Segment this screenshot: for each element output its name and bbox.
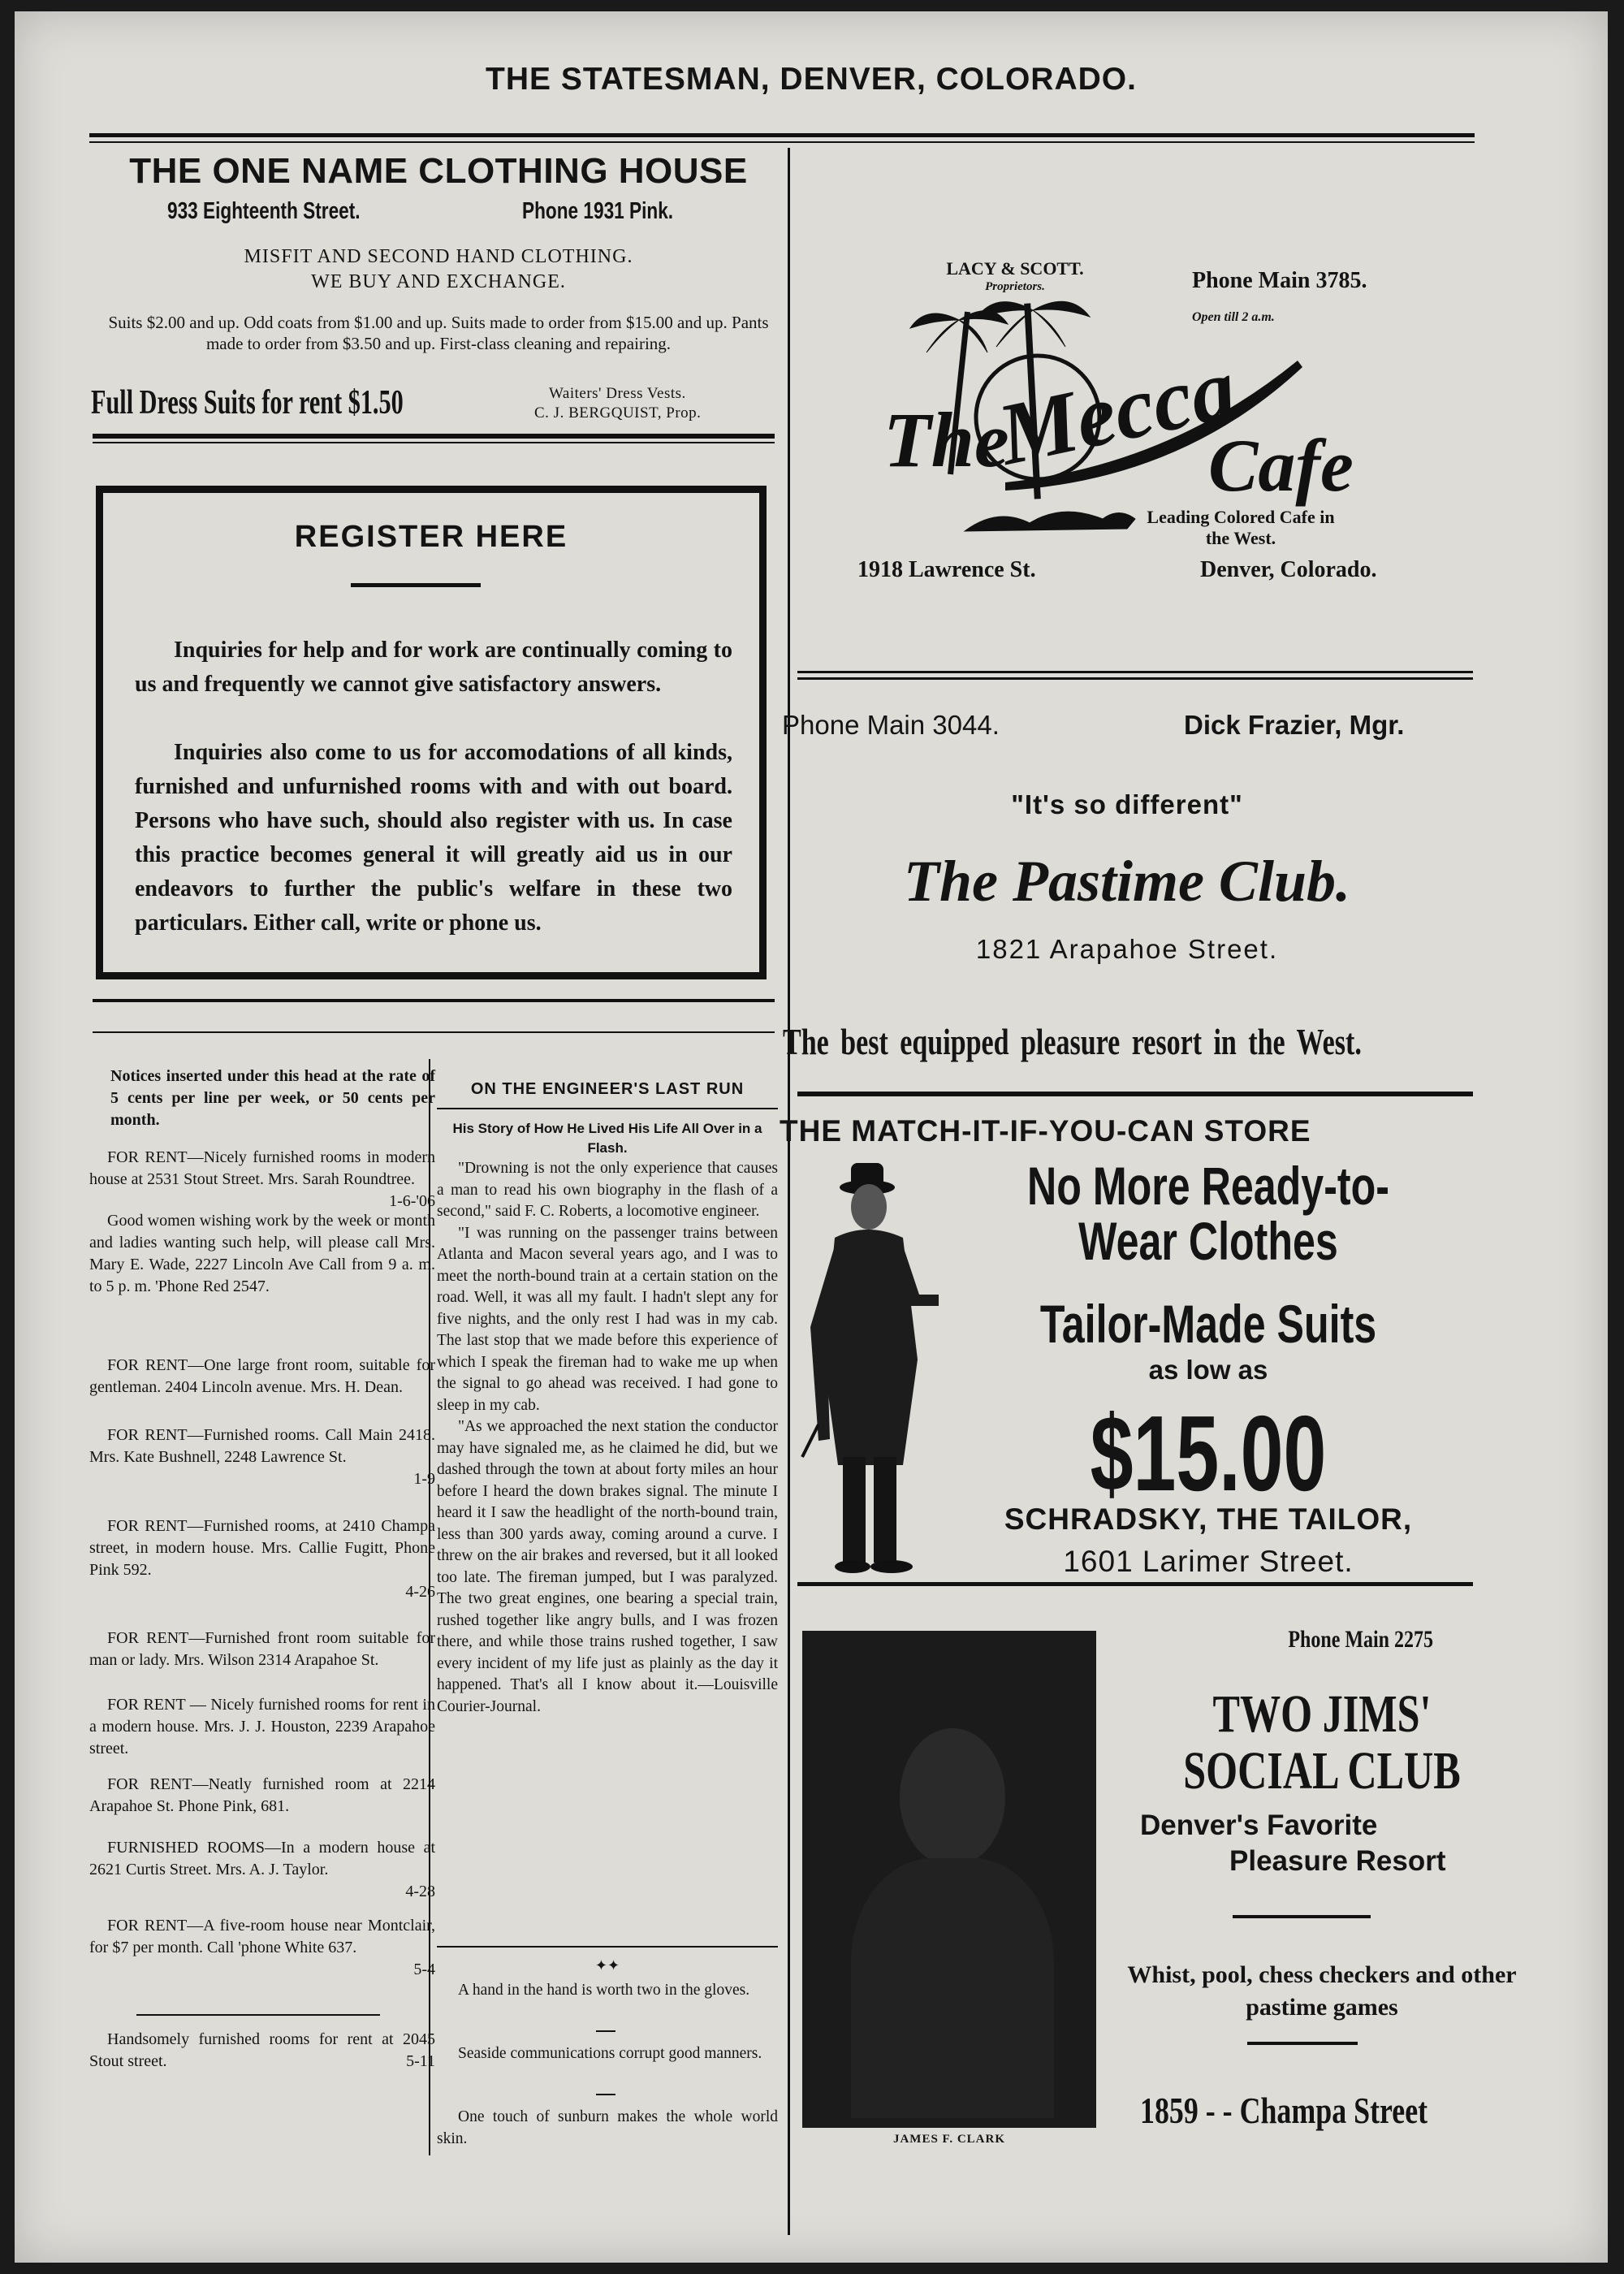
jims-games: Whist, pool, chess checkers and other pastime games (1127, 1961, 1517, 2021)
pastime-best-equipped: The best equipped pleasure resort in the West. (783, 1021, 1362, 1062)
notice-date: 5-11 (406, 2052, 435, 2070)
register-rule (93, 999, 775, 1002)
engineer-ornament: ✦✦ (594, 1957, 620, 1974)
pastime-phone: Phone Main 3044. (782, 710, 1000, 740)
filler-dash (596, 2030, 615, 2032)
notice-item (89, 1515, 435, 1603)
engineer-end-rule (437, 1946, 778, 1948)
jims-favorite-line-2: Pleasure Resort (1229, 1845, 1446, 1877)
filler-proverb: Seaside communications corrupt good manners. (458, 2045, 762, 2062)
mecca-hours: Open till 2 a.m. (1192, 310, 1275, 324)
notice-item (89, 1147, 435, 1213)
notice-item (89, 1210, 435, 1298)
notice-date: 4-28 (405, 1883, 435, 1900)
notice-text: Good women wishing work by the week or month and ladies wanting such help, will please call Mrs. Mary E. Wade, 2227 Lincoln Ave Call from 9 a. m. to 5 p. m. 'Phone Red 2547. (89, 1212, 435, 1295)
engineer-story-subtitle: His Story of How He Lived His Life All Over in a Flash. (452, 1121, 762, 1156)
mecca-city: Denver, Colorado. (1200, 557, 1377, 582)
pastime-manager: Dick Frazier, Mgr. (1184, 710, 1405, 740)
mecca-rule (797, 671, 1473, 673)
portrait-body (851, 1858, 1054, 2118)
filler-proverb: A hand in the hand is worth two in the gloves. (458, 1982, 750, 1999)
engineer-paragraph: "Drowning is not the only experience that causes a man to read his own biography in the flash of a second," said F. C. Roberts, a locomotive engineer. (437, 1160, 778, 1220)
notice-text: FOR RENT—A five-room house near Montclair, for $7 per month. Call 'phone White 637. (89, 1917, 435, 1956)
engineer-paragraph: "I was running on the passenger trains between Atlanta and Macon several years ago, and I was to meet the north-bound train at a certain station on the road. Well, it was all my fault. I hadn't slept any for five nights, and the only rest I had was in my cab. The last stop that we made before this experience of which I speak the fireman had to wake me up when the signal to go ahead was received. I had gone to sleep in my cab. (437, 1224, 778, 1414)
masthead-rule-thin (89, 141, 1475, 143)
proprietor-line: C. J. BERGQUIST, Prop. (534, 404, 702, 422)
notice-item (89, 1915, 435, 1981)
engineer-story-title: ON THE ENGINEER'S LAST RUN (470, 1080, 745, 1098)
register-title: REGISTER HERE (294, 520, 568, 554)
clothing-rule (93, 434, 775, 439)
pastime-club-name: The Pastime Club. (903, 849, 1351, 914)
notices-rule (93, 1031, 775, 1033)
register-ornament (351, 583, 481, 587)
newspaper-page (15, 11, 1608, 2263)
engineer-title-rule (437, 1108, 778, 1109)
pastime-street: 1821 Arapahoe Street. (975, 934, 1279, 964)
notice-text: FOR RENT—One large front room, suitable for gentleman. 2404 Lincoln avenue. Mrs. H. Dean. (89, 1356, 435, 1396)
filler-proverb: One touch of sunburn makes the whole world skin. (437, 2108, 778, 2147)
notice-item (89, 1774, 435, 1818)
notice-date: 4-26 (405, 1583, 435, 1601)
mecca-logo-mecca: Mecca (990, 339, 1244, 484)
jims-rule-1 (1233, 1915, 1371, 1918)
notice-text: FOR RENT—Furnished rooms. Call Main 2418. Mrs. Kate Bushnell, 2248 Lawrence St. (89, 1426, 435, 1466)
portrait-face (900, 1728, 1005, 1866)
notice-text: FOR RENT—Nicely furnished rooms in modern house at 2531 Stout Street. Mrs. Sarah Roundtree. (89, 1148, 435, 1188)
match-as-low-as: as low as (1148, 1355, 1268, 1385)
jims-phone: Phone Main 2275 (1288, 1626, 1434, 1653)
notice-item (89, 1355, 435, 1399)
notice-separator (136, 2014, 380, 2016)
notice-text: FOR RENT—Furnished rooms, at 2410 Champa street, in modern house. Mrs. Callie Fugitt, Phone Pink 592. (89, 1517, 435, 1579)
match-tailor-made: Tailor-Made Suits (1039, 1294, 1377, 1354)
register-paragraph-1: Inquiries for help and for work are continually coming to us and frequently we cannot give satisfactory answers. (135, 638, 732, 697)
notice-text: FOR RENT — Nicely furnished rooms for rent in a modern house. Mrs. J. J. Houston, 2239 Arapahoe street. (89, 1696, 435, 1757)
clothing-house-address: 933 Eighteenth Street. (167, 198, 361, 224)
engineer-paragraph: "As we approached the next station the conductor may have signaled me, as he claimed he did, but we dashed through the town at about forty miles an hour before I heard the down brakes signal. The minute I heard it I saw the headlight of the north-bound train, less than 300 yards away, coming around a curve. I threw on the air brakes and reversed, but it all looked too late. The fireman jumped, but I was paralyzed. The two great engines, one bearing a special train, rushed together like angry bulls, and I was frozen there, and while those trains rushed together, I saw every incident of my life just as plainly as the day it happened. That's all I know about it.—Louisville Courier-Journal. (437, 1418, 778, 1715)
jims-street: 1859 - - Champa Street (1140, 2090, 1428, 2131)
match-no-more-ready-to-wear: No More Ready-to-Wear Clothes (1027, 1156, 1389, 1271)
notice-text: Handsomely furnished rooms for rent at 2045 Stout street. (89, 2030, 435, 2070)
full-dress-suits: Full Dress Suits for rent $1.50 (91, 384, 404, 422)
clothing-house-title: THE ONE NAME CLOTHING HOUSE (129, 151, 748, 191)
notice-item (89, 1628, 435, 1671)
notice-date: 1-6-'06 (389, 1192, 435, 1210)
masthead: THE STATESMAN, DENVER, COLORADO. (486, 62, 1137, 97)
clothing-house-phone: Phone 1931 Pink. (522, 198, 674, 224)
notice-text: FURNISHED ROOMS—In a modern house at 2621 Curtis Street. Mrs. A. J. Taylor. (89, 1839, 435, 1878)
register-paragraph-2: Inquiries also come to us for accomodations of all kinds, furnished and unfurnished rooms with and with out board. Persons who have such, should also register with us. In case this practice becomes general it will greatly aid us in our endeavors to further the public's welfare in these two particulars. Either call, write or phone us. (135, 740, 732, 936)
match-rule (797, 1582, 1473, 1586)
clothing-rule-thin (93, 442, 775, 443)
match-street: 1601 Larimer Street. (1063, 1545, 1354, 1578)
notice-date: 1-9 (413, 1470, 435, 1488)
notice-item (89, 1694, 435, 1760)
jims-rule-2 (1247, 2042, 1358, 2045)
portrait-photo (802, 1631, 1096, 2128)
clothing-house-vests (534, 384, 701, 423)
filler-dash (596, 2094, 615, 2095)
two-jims-title: TWO JIMS' SOCIAL CLUB (1183, 1684, 1461, 1801)
notice-item (89, 2029, 435, 2073)
mecca-proprietor-names: LACY & SCOTT. (946, 258, 1084, 279)
clothing-house-prices: Suits $2.00 and up. Odd coats from $1.00 and up. Suits made to order from $15.00 and up. Pants made to order from $3.50 and up. First-class cleaning and repairing. (108, 313, 769, 353)
mecca-tagline: Leading Colored Cafe in the West. (1147, 507, 1335, 548)
notice-date: 5-4 (413, 1961, 435, 1978)
clothing-house-misfit (89, 244, 788, 295)
notice-text: FOR RENT—Furnished front room suitable for man or lady. Mrs. Wilson 2314 Arapahoe St. (89, 1629, 435, 1669)
mecca-street: 1918 Lawrence St. (857, 557, 1036, 582)
match-tailor-name: SCHRADSKY, THE TAILOR, (1004, 1502, 1413, 1536)
mecca-proprietor-label: Proprietors. (985, 280, 1045, 293)
pastime-rule (797, 1092, 1473, 1096)
mecca-logo-cafe: Cafe (1208, 424, 1354, 507)
portrait-caption: JAMES F. CLARK (892, 2133, 1006, 2146)
match-store-title: THE MATCH-IT-IF-YOU-CAN STORE (780, 1114, 1311, 1148)
misfit-line: MISFIT AND SECOND HAND CLOTHING. (244, 246, 633, 267)
mecca-rule-2 (797, 677, 1473, 680)
notice-item (89, 1837, 435, 1903)
masthead-rule (89, 133, 1475, 137)
exchange-line: WE BUY AND EXCHANGE. (311, 271, 566, 292)
pastime-slogan: "It's so different" (1011, 789, 1243, 819)
match-price: $15.00 (1090, 1394, 1327, 1513)
notice-item (89, 1424, 435, 1490)
engineer-story-body (437, 1158, 778, 1718)
jims-favorite-line-1: Denver's Favorite (1140, 1809, 1378, 1841)
mecca-phone: Phone Main 3785. (1192, 268, 1367, 293)
notices-intro: Notices inserted under this head at the rate of 5 cents per line per week, or 50 cents per month. (110, 1067, 435, 1129)
notice-text: FOR RENT—Neatly furnished room at 2214 Arapahoe St. Phone Pink, 681. (89, 1775, 435, 1815)
mecca-logo-the: The (883, 396, 1009, 483)
vests-line: Waiters' Dress Vests. (549, 385, 686, 402)
